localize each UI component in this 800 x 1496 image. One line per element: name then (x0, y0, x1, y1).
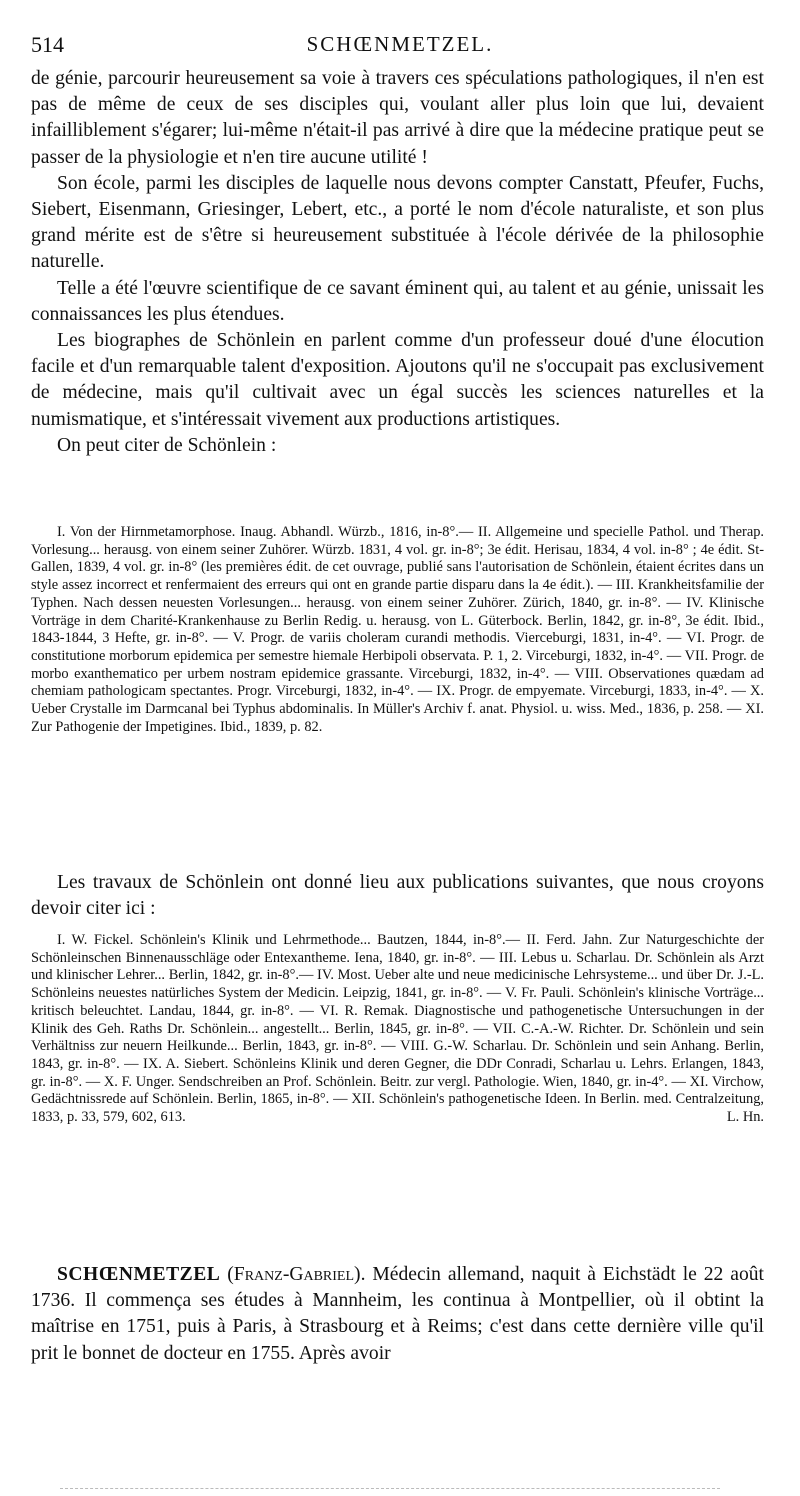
entry-text: Médecin allemand, naquit à Eichstädt le 22 août 1736. Il commença ses études à Mannheim, les continua à Montpellier, où il obtint la maîtrise en 1751, puis à Paris, à Strasbourg et à Reims; c'est dans cette dernière ville qu'il prit le bonnet de docteur en 1755. Après avoir (31, 1264, 764, 1364)
paragraph-2: Son école, parmi les disciples de laquelle nous devons compter Canstatt, Pfeufer, Fuchs, Siebert, Eisenmann, Griesinger, Lebert, etc., a porté le nom d'école naturaliste, et son plus grand mérite est de s'être si heureusement substituée à l'école dérivée de la philosophie naturelle. (31, 172, 764, 273)
entry-headword: SCHŒNMETZEL (57, 1264, 221, 1285)
entry-paragraph (31, 1262, 764, 1367)
body-text-middle (31, 870, 764, 922)
running-header (31, 32, 769, 58)
page-bottom-rule (60, 1488, 720, 1489)
paragraph-4: Les biographes de Schönlein en parlent comme d'un professeur doué d'une élocution facile et d'un remarquable talent d'exposition. Ajoutons qu'il ne s'occupait pas exclusivement de médecine, mais qu'il cultivait avec un égal succès les sciences naturelles et la numismatique, et s'intéressait vivement aux productions artistiques. (31, 330, 764, 430)
works-text: I. Von der Hirnmetamorphose. Inaug. Abhandl. Würzb., 1816, in-8°.— II. Allgemeine und specielle Pathol. und Therap. Vorlesung... herausg. von einem seiner Zuhörer. Würzb. 1831, 4 vol. gr. in-8°; 3e édit. Herisau, 1834, 4 vol. in-8° ; 4e édit. St-Gallen, 1839, 4 vol. gr. in-8° (les premières édit. de cet ouvrage, publié sans l'autorisation de Schönlein, étaient écrites dans un style assez incorrect et renfermaient des erreurs qui ont en grande partie disparu dans la 4e édit.). — III. Krankheitsfamilie der Typhen. Nach dessen neuesten Vorlesungen... herausg. von einem seiner Zuhörer. Zürich, 1840, gr. in-8°. — IV. Klinische Vorträge in dem Charité-Krankenhause zu Berlin Redig. u. herausg. von L. Güterbock. Berlin, 1842, gr. in-8°, 3e édit. Ibid., 1843-1844, 3 Hefte, gr. in-8°. — V. Progr. de variis choleram curandi methodis. Vierceburgi, 1831, in-4°. — VI. Progr. de constitutione morborum epidemica per semestre hiemale Herbipoli observata. P. 1, 2. Virceburgi, 1832, in-4°. — VII. Progr. de morbo exanthematico per urbem nostram epidemice grassante. Virceburgi, 1832, in-4°. — VIII. Observationes quædam ad chemiam pathologicam spectantes. Progr. Virceburgi, 1832, in-4°. — IX. Progr. de empyemate. Virceburgi, 1833, in-4°. — X. Ueber Crystalle im Darmcanal bei Typhus abdominalis. In Müller's Archiv f. anat. Physiol. u. wiss. Med., 1836, p. 258. — XI. Zur Pathogenie der Impetigines. Ibid., 1839, p. 82. (31, 524, 764, 735)
running-title: SCHŒNMETZEL. (306, 32, 494, 56)
paragraph-6: Les travaux de Schönlein ont donné lieu aux publications suivantes, que nous croyons devoir citer ici : (31, 872, 764, 920)
new-entry (31, 1262, 764, 1367)
works-list (31, 524, 764, 736)
page-number: 514 (31, 32, 64, 57)
paragraph-1: de génie, parcourir heureusement sa voie à travers ces spéculations pathologiques, il n'en est pas de même de ceux de ses disciples qui, voulant aller plus loin que lui, devaient infailliblement s'égarer; lui-même n'était-il pas arrivé à dire que la médecine pratique peut se passer de la physiologie et n'en tire aucune utilité ! (31, 68, 764, 168)
publications-text: I. W. Fickel. Schönlein's Klinik und Lehrmethode... Bautzen, 1844, in-8°.— II. Ferd. Jahn. Zur Naturgeschichte der Schönleinschen Binnenausschläge oder Entexantheme. Iena, 1840, gr. in-8°. — III. Lebus u. Scharlau. Dr. Schönlein als Arzt und klinischer Lehrer... Berlin, 1842, gr. in-8°.— IV. Most. Ueber alte und neue medicinische Lehrsysteme... und über Dr. J.-L. Schönleins neuestes natürliches System der Medicin. Leipzig, 1841, gr. in-8°. — V. Fr. Pauli. Schönlein's klinische Vorträge... kritisch beleuchtet. Landau, 1844, gr. in-8°. — VI. R. Remak. Diagnostische und pathogenetische Untersuchungen in der Klinik des Geh. Raths Dr. Schönlein... angestellt... Berlin, 1845, gr. in-8°. — VII. C.-A.-W. Richter. Dr. Schönlein und sein Verhältniss zur neuern Heilkunde... Berlin, 1843, gr. in-8°. — VIII. G.-W. Scharlau. Dr. Schönlein und sein Anhang. Berlin, 1843, gr. in-8°. — IX. A. Siebert. Schönleins Klinik und deren Gegner, die DDr Conradi, Scharlau u. Lehrs. Erlangen, 1843, gr. in-8°. — X. F. Unger. Sendschreiben an Prof. Schönlein. Beitr. zur vergl. Pathologie. Wien, 1840, gr. in-4°. — XI. Virchow, Gedächtnissrede auf Schönlein. Berlin, 1865, in-8°. — XII. Schönlein's pathogenetische Ideen. In Berlin. med. Centralzeitung, 1833, p. 33, 579, 602, 613. (31, 932, 764, 1126)
publications-list (31, 932, 764, 1127)
body-text-top (31, 66, 764, 459)
paragraph-5: On peut citer de Schönlein : (57, 434, 277, 456)
paragraph-3: Telle a été l'œuvre scientifique de ce savant éminent qui, au talent et au génie, unissait les connaissances les plus étendues. (31, 277, 764, 325)
entry-given-names: (Franz-Gabriel). (227, 1264, 366, 1285)
author-signature: L. Hn. (726, 1109, 764, 1126)
